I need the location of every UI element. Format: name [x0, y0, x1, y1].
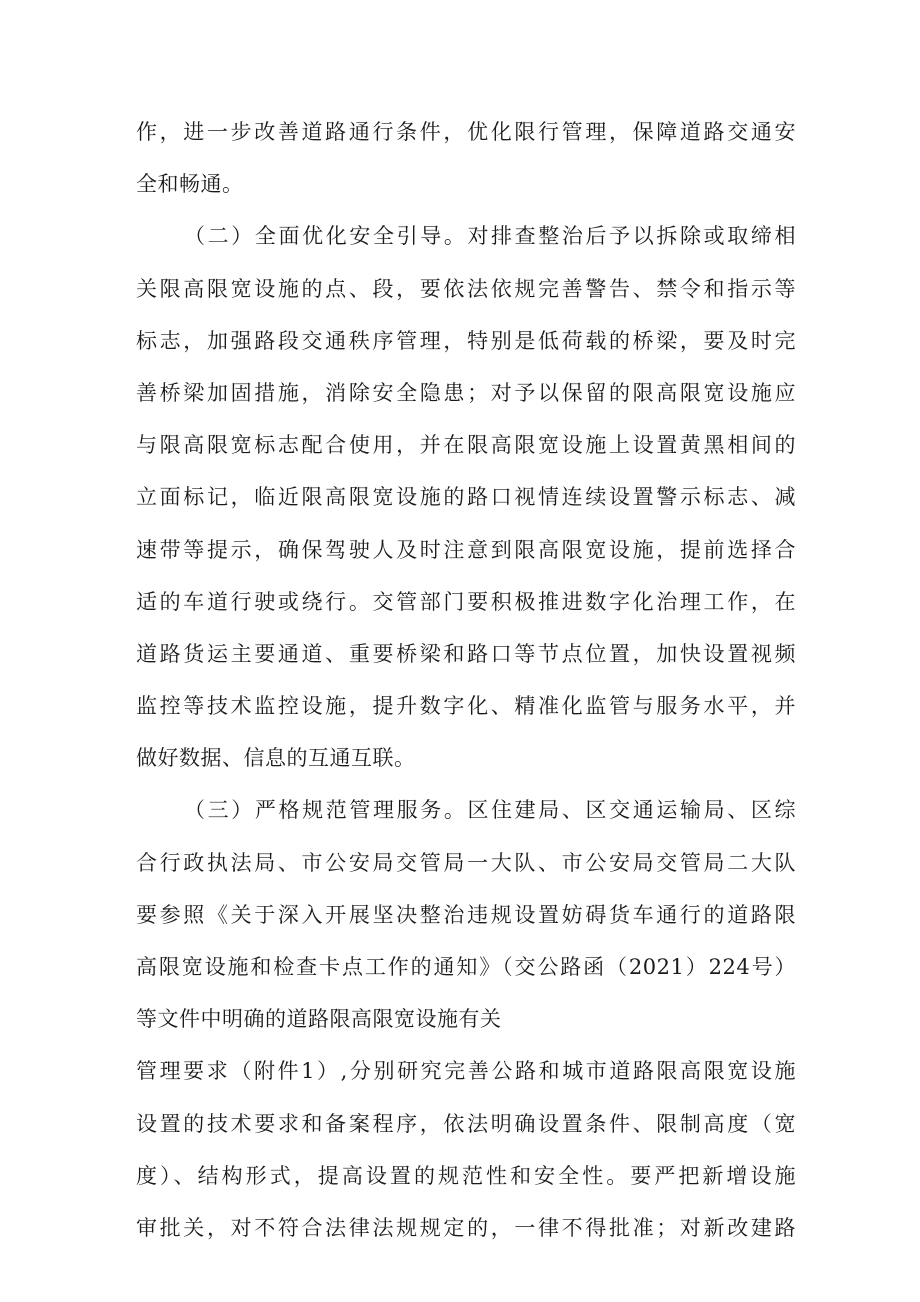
text-line: 善桥梁加固措施，消除安全隐患；对予以保留的限高限宽设施应 — [136, 380, 796, 405]
text-line: 高限宽设施和检查卡点工作的通知》（交公路函（2021）224号） — [136, 955, 796, 979]
text-line: 立面标记，临近限高限宽设施的路口视情连续设置警示标志、减 — [136, 485, 796, 510]
text-line: 管理要求（附件1）,分别研究完善公路和城市道路限高限宽设施 — [136, 1059, 796, 1084]
text-line: 审批关，对不符合法律法规规定的，一律不得批准；对新改建路 — [136, 1215, 796, 1240]
text-line: 全和畅通。 — [136, 172, 244, 197]
text-line: 等文件中明确的道路限高限宽设施有关 — [136, 1007, 502, 1032]
text-line: 速带等提示，确保驾驶人及时注意到限高限宽设施，提前选择合 — [136, 537, 796, 562]
paragraph-heading-line: （三）严格规范管理服务。区住建局、区交通运输局、区综 — [184, 798, 796, 823]
text-line: 作，进一步改善道路通行条件，优化限行管理，保障道路交通安 — [136, 120, 796, 144]
text-line: 适的车道行驶或绕行。交管部门要积极推进数字化治理工作，在 — [136, 589, 796, 614]
text-line: 关限高限宽设施的点、段，要依法依规完善警告、禁令和指示等 — [136, 276, 796, 301]
text-line: 度）、结构形式，提高设置的规范性和安全性。要严把新增设施 — [136, 1163, 796, 1188]
text-line: 道路货运主要通道、重要桥梁和路口等节点位置，加快设置视频 — [136, 641, 796, 666]
text-line: 做好数据、信息的互通互联。 — [136, 746, 416, 771]
text-line: 合行政执法局、市公安局交管局一大队、市公安局交管局二大队 — [136, 850, 796, 875]
text-line: 设置的技术要求和备案程序，依法明确设置条件、限制高度（宽 — [136, 1111, 796, 1136]
text-line: 要参照《关于深入开展坚决整治违规设置妨碍货车通行的道路限 — [136, 902, 796, 927]
paragraph-heading-line: （二）全面优化安全引导。对排查整治后予以拆除或取缔相 — [184, 224, 796, 249]
text-line: 监控等技术监控设施，提升数字化、精准化监管与服务水平，并 — [136, 694, 796, 719]
text-line: 与限高限宽标志配合使用，并在限高限宽设施上设置黄黑相间的 — [136, 433, 796, 458]
document-body — [136, 106, 796, 1254]
text-line: 标志，加强路段交通秩序管理，特别是低荷载的桥梁，要及时完 — [136, 328, 796, 353]
